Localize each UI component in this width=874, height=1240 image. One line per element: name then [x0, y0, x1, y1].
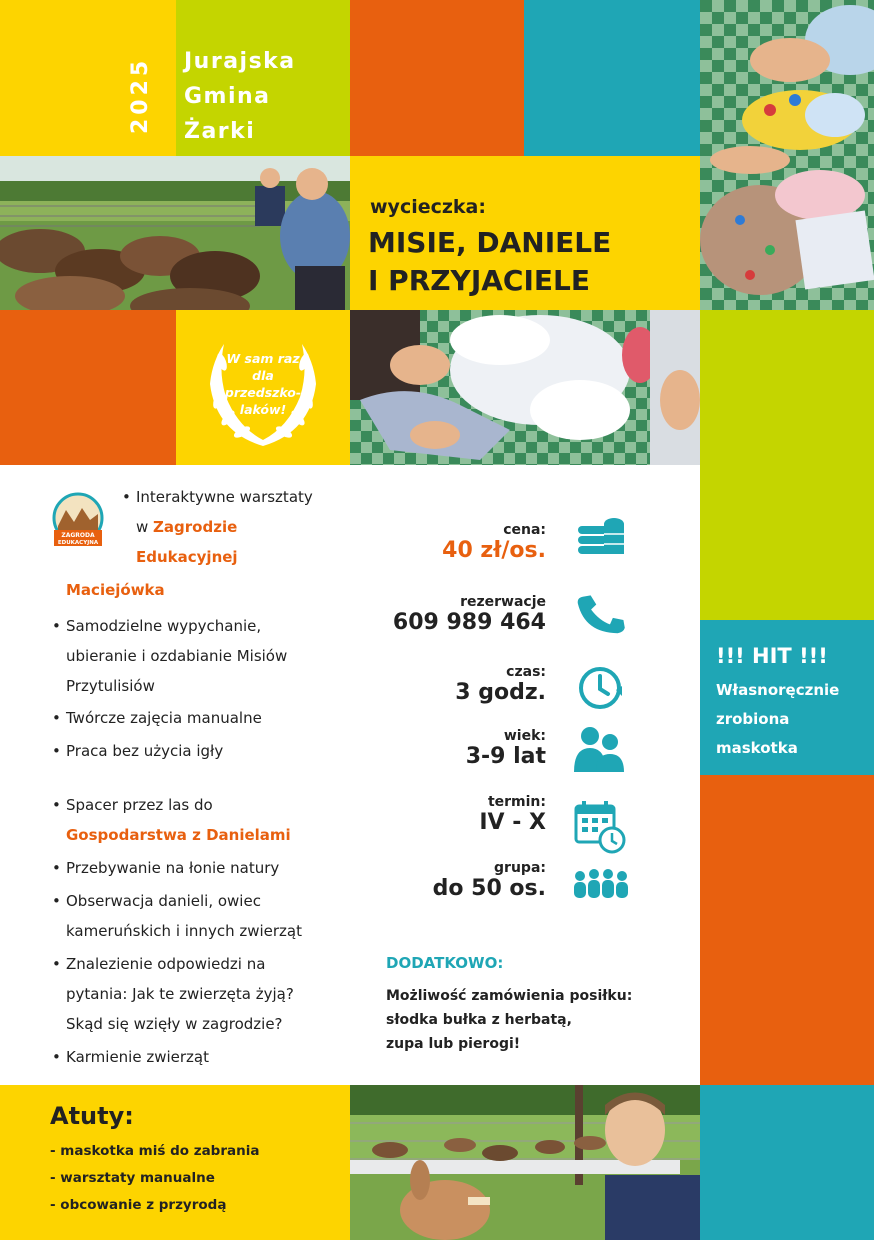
- gmina-line: Żarki: [184, 119, 256, 144]
- color-block: [0, 310, 176, 465]
- info-value: 609 989 464: [392, 610, 546, 635]
- list-item: [52, 611, 287, 641]
- activity-text: Skąd się wzięły w zagrodzie?: [66, 1015, 283, 1033]
- list-item: [52, 886, 302, 916]
- place-name: Maciejówka: [66, 581, 165, 599]
- list-item: [52, 790, 302, 820]
- bullet: •: [52, 796, 61, 814]
- badge-line: dla: [252, 368, 274, 383]
- activity-text: Spacer przez las do: [66, 796, 213, 814]
- info-price: [370, 522, 546, 564]
- info-value: 40 zł/os.: [442, 538, 546, 563]
- hit-line: Własnoręcznie: [716, 681, 840, 699]
- atuty-list: [50, 1138, 259, 1219]
- info-label: rezerwacje: [460, 594, 546, 610]
- badge-line: laków!: [239, 402, 287, 417]
- color-block: [350, 0, 524, 156]
- activity-text: Karmienie zwierząt: [66, 1048, 209, 1066]
- atuty-item: - maskotka miś do zabrania: [50, 1143, 260, 1159]
- list-item: [66, 641, 287, 671]
- place-name: Gospodarstwa z Danielami: [66, 826, 291, 844]
- activity-text: ubieranie i ozdabianie Misiów: [66, 647, 288, 665]
- group-icon: [570, 862, 630, 910]
- list-item: [122, 482, 313, 512]
- clock-icon: [570, 664, 630, 712]
- atuty-title: Atuty:: [50, 1102, 134, 1130]
- list-item: [52, 949, 302, 979]
- color-block: [700, 775, 874, 1085]
- activity-text: Obserwacja danieli, owiec: [66, 892, 261, 910]
- coins-icon: [570, 514, 630, 562]
- list-item: [52, 1042, 302, 1072]
- extra-line: Możliwość zamówienia posiłku:: [386, 988, 633, 1004]
- extra-text: [386, 984, 632, 1056]
- trip-title: [368, 224, 611, 300]
- list-item: [52, 853, 302, 883]
- bullet: •: [52, 617, 61, 635]
- people-icon: [570, 724, 630, 772]
- extra-line: zupa lub pierogi!: [386, 1036, 521, 1052]
- badge-line: W sam raz: [226, 351, 300, 366]
- color-block: [700, 1085, 874, 1240]
- list-item: [66, 979, 302, 1009]
- info-group: [370, 860, 546, 902]
- extra-title: DODATKOWO:: [386, 954, 504, 972]
- hit-title: !!! HIT !!!: [716, 644, 828, 668]
- activity-text: Samodzielne wypychanie,: [66, 617, 262, 635]
- logo-text: EDUKACYJNA: [57, 540, 99, 546]
- info-label: cena:: [503, 522, 546, 538]
- color-block: [524, 0, 700, 156]
- bullet: •: [122, 488, 131, 506]
- activity-text: kameruńskich i innych zwierząt: [66, 922, 302, 940]
- extra-line: słodka bułka z herbatą,: [386, 1012, 572, 1028]
- activity-text: Praca bez użycia igły: [66, 742, 224, 760]
- list-item: [136, 512, 313, 542]
- bullet: •: [52, 859, 61, 877]
- info-value: IV - X: [479, 810, 546, 835]
- boy-feeding-deer-photo: [350, 1085, 700, 1240]
- hit-line: maskotka: [716, 739, 798, 757]
- activity-text: Znalezienie odpowiedzi na: [66, 955, 266, 973]
- year-label: 2025: [128, 56, 153, 134]
- info-value: 3-9 lat: [465, 744, 546, 769]
- info-value: do 50 os.: [432, 876, 546, 901]
- info-time: [370, 664, 546, 706]
- activity-text: pytania: Jak te zwierzęta żyją?: [66, 985, 294, 1003]
- activity-text: Przytulisiów: [66, 677, 155, 695]
- logo-text: ZAGRODA: [61, 532, 95, 539]
- trip-title-line: I PRZYJACIELE: [368, 264, 590, 297]
- hit-text: [716, 676, 839, 763]
- stuffing-photo: [350, 310, 700, 465]
- info-label: wiek:: [503, 728, 546, 744]
- bullet: •: [52, 742, 61, 760]
- gmina-name: [184, 44, 296, 149]
- list-item: [66, 671, 287, 701]
- phone-icon: [570, 590, 630, 638]
- info-label: termin:: [487, 794, 546, 810]
- trip-title-line: MISIE, DANIELE: [368, 226, 612, 259]
- trip-label: wycieczka:: [370, 196, 486, 218]
- info-age: [370, 728, 546, 770]
- activity-text: Przebywanie na łonie natury: [66, 859, 280, 877]
- activities-list-2: [52, 790, 302, 1072]
- laurel-badge: [196, 322, 330, 456]
- color-block: [700, 310, 874, 620]
- place-name: Edukacyjnej: [136, 548, 238, 566]
- list-item: [52, 703, 287, 733]
- plush-toys-photo: [700, 0, 874, 310]
- info-label: grupa:: [494, 860, 546, 876]
- list-item: [66, 916, 302, 946]
- activity-text: Twórcze zajęcia manualne: [66, 709, 262, 727]
- activities-intro: [122, 482, 313, 572]
- info-term: [370, 794, 546, 836]
- bullet: •: [52, 892, 61, 910]
- badge-line: przedszko-: [224, 385, 302, 400]
- gmina-line: Jurajska: [184, 49, 296, 74]
- activity-text: Interaktywne warsztaty: [136, 488, 313, 506]
- bullet: •: [52, 709, 61, 727]
- gmina-line: Gmina: [184, 84, 271, 109]
- info-value: 3 godz.: [455, 680, 546, 705]
- atuty-item: - obcowanie z przyrodą: [50, 1197, 227, 1213]
- zagroda-edukacyjna-logo: [46, 490, 110, 554]
- info-label: czas:: [506, 664, 546, 680]
- list-item: [52, 736, 287, 766]
- place-name: Zagrodzie: [153, 518, 238, 536]
- activities-list: [52, 575, 288, 766]
- list-item: [66, 1009, 302, 1039]
- badge-text: [196, 350, 330, 418]
- atuty-item: - warsztaty manualne: [50, 1170, 215, 1186]
- bullet: •: [52, 1048, 61, 1066]
- hit-line: zrobiona: [716, 710, 790, 728]
- list-item: [136, 542, 313, 572]
- activity-text: w: [136, 518, 154, 536]
- bullet: •: [52, 955, 61, 973]
- calendar-icon: [570, 800, 630, 856]
- sheep-farm-photo: [0, 156, 350, 310]
- info-reservation: [370, 594, 546, 636]
